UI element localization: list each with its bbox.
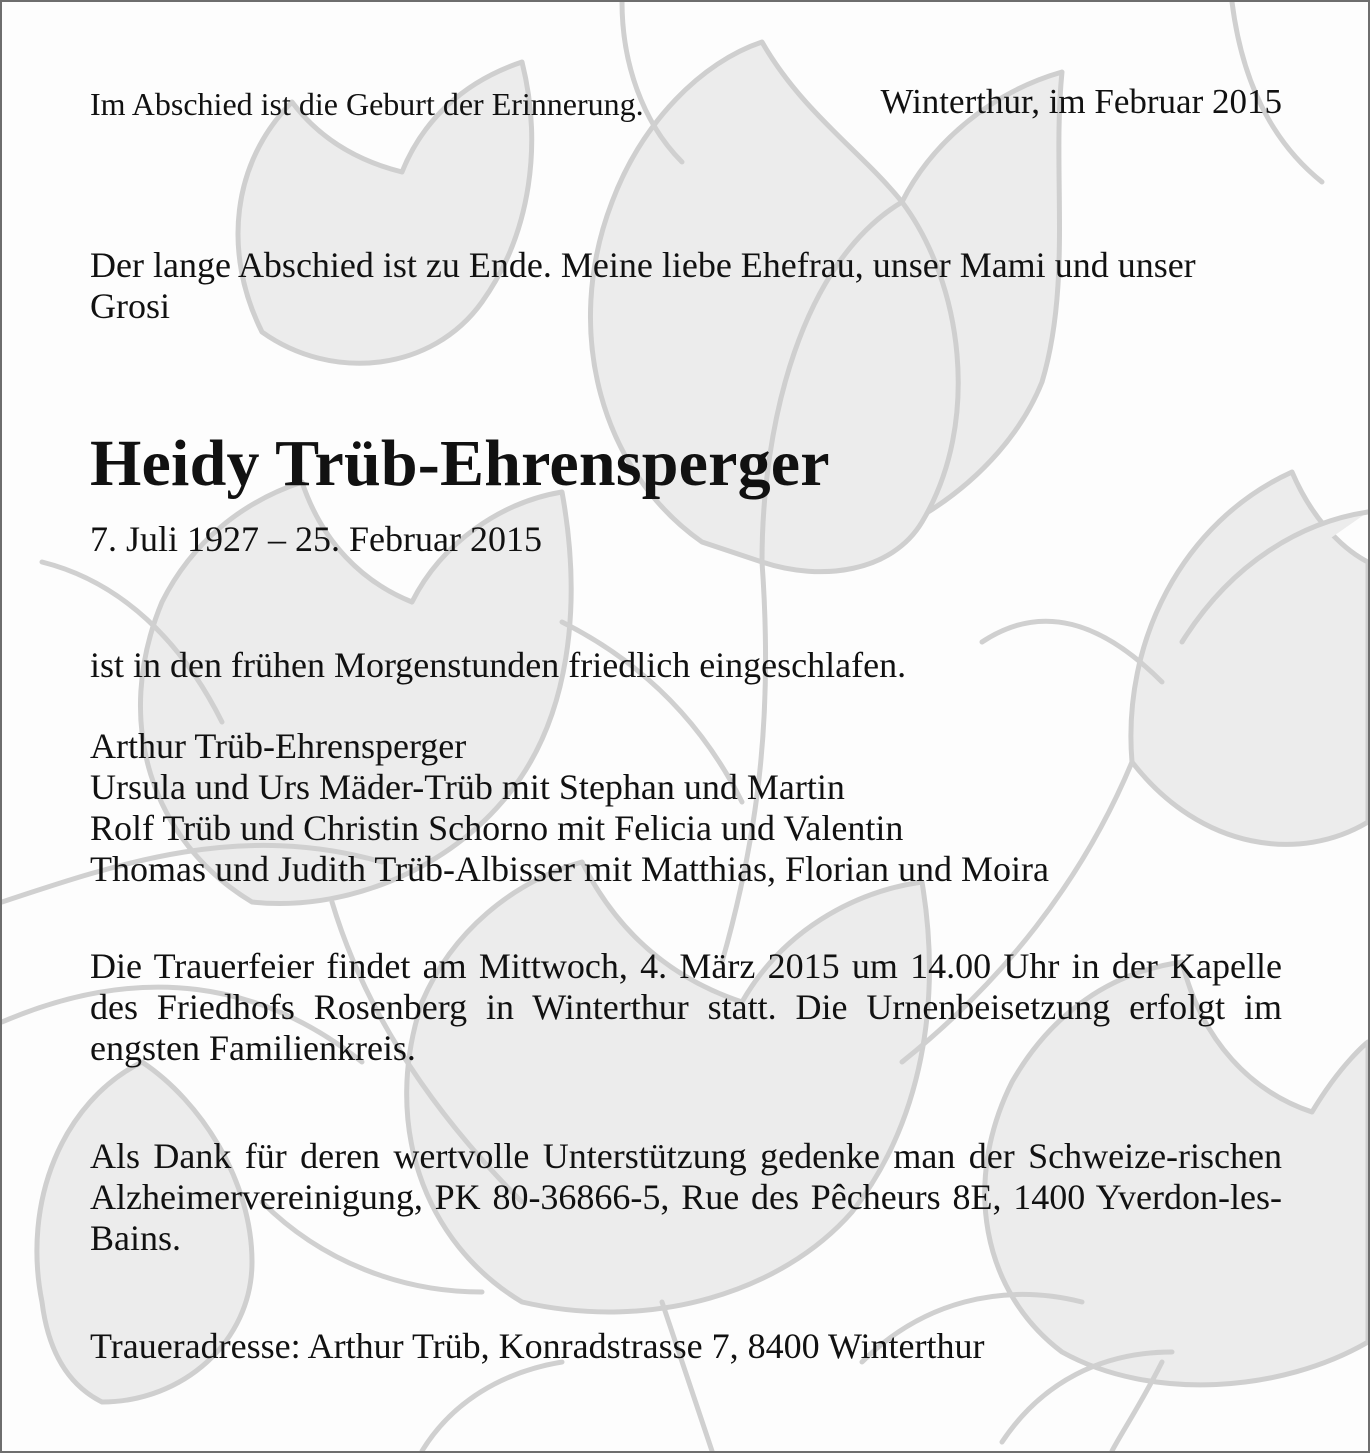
motto-text: Im Abschied ist die Geburt der Erinnerung. <box>90 86 644 122</box>
place-and-date: Winterthur, im Februar 2015 <box>880 82 1282 121</box>
passing-statement: ist in den frühen Morgenstunden friedlich eingeschlafen. <box>90 645 907 685</box>
mourner-line: Arthur Trüb-Ehrensperger <box>90 726 467 766</box>
intro-text: Der lange Abschied ist zu Ende. Meine liebe Ehefrau, unser Mami und unser Grosi <box>90 245 1196 326</box>
deceased-name: Heidy Trüb-Ehrensperger <box>90 427 830 500</box>
mourner-line: Thomas und Judith Trüb-Albisser mit Matthias, Florian und Moira <box>90 849 1049 889</box>
donation-info: Als Dank für deren wertvolle Unterstützung gedenke man der Schweize-rischen Alzheimervereinigung, PK 80-36866-5, Rue des Pêcheurs 8E, 1400 Yverdon-les-Bains. <box>90 1136 1282 1258</box>
mourning-address: Traueradresse: Arthur Trüb, Konradstrasse 7, 8400 Winterthur <box>90 1326 985 1366</box>
life-dates: 7. Juli 1927 – 25. Februar 2015 <box>90 519 542 559</box>
mourner-line: Ursula und Urs Mäder-Trüb mit Stephan und Martin <box>90 767 845 807</box>
mourners-list <box>90 726 1049 890</box>
funeral-info: Die Trauerfeier findet am Mittwoch, 4. März 2015 um 14.00 Uhr in der Kapelle des Friedhofs Rosenberg in Winterthur statt. Die Urnenbeisetzung erfolgt im engsten Familienkreis. <box>90 946 1282 1068</box>
mourner-line: Rolf Trüb und Christin Schorno mit Felicia und Valentin <box>90 808 904 848</box>
